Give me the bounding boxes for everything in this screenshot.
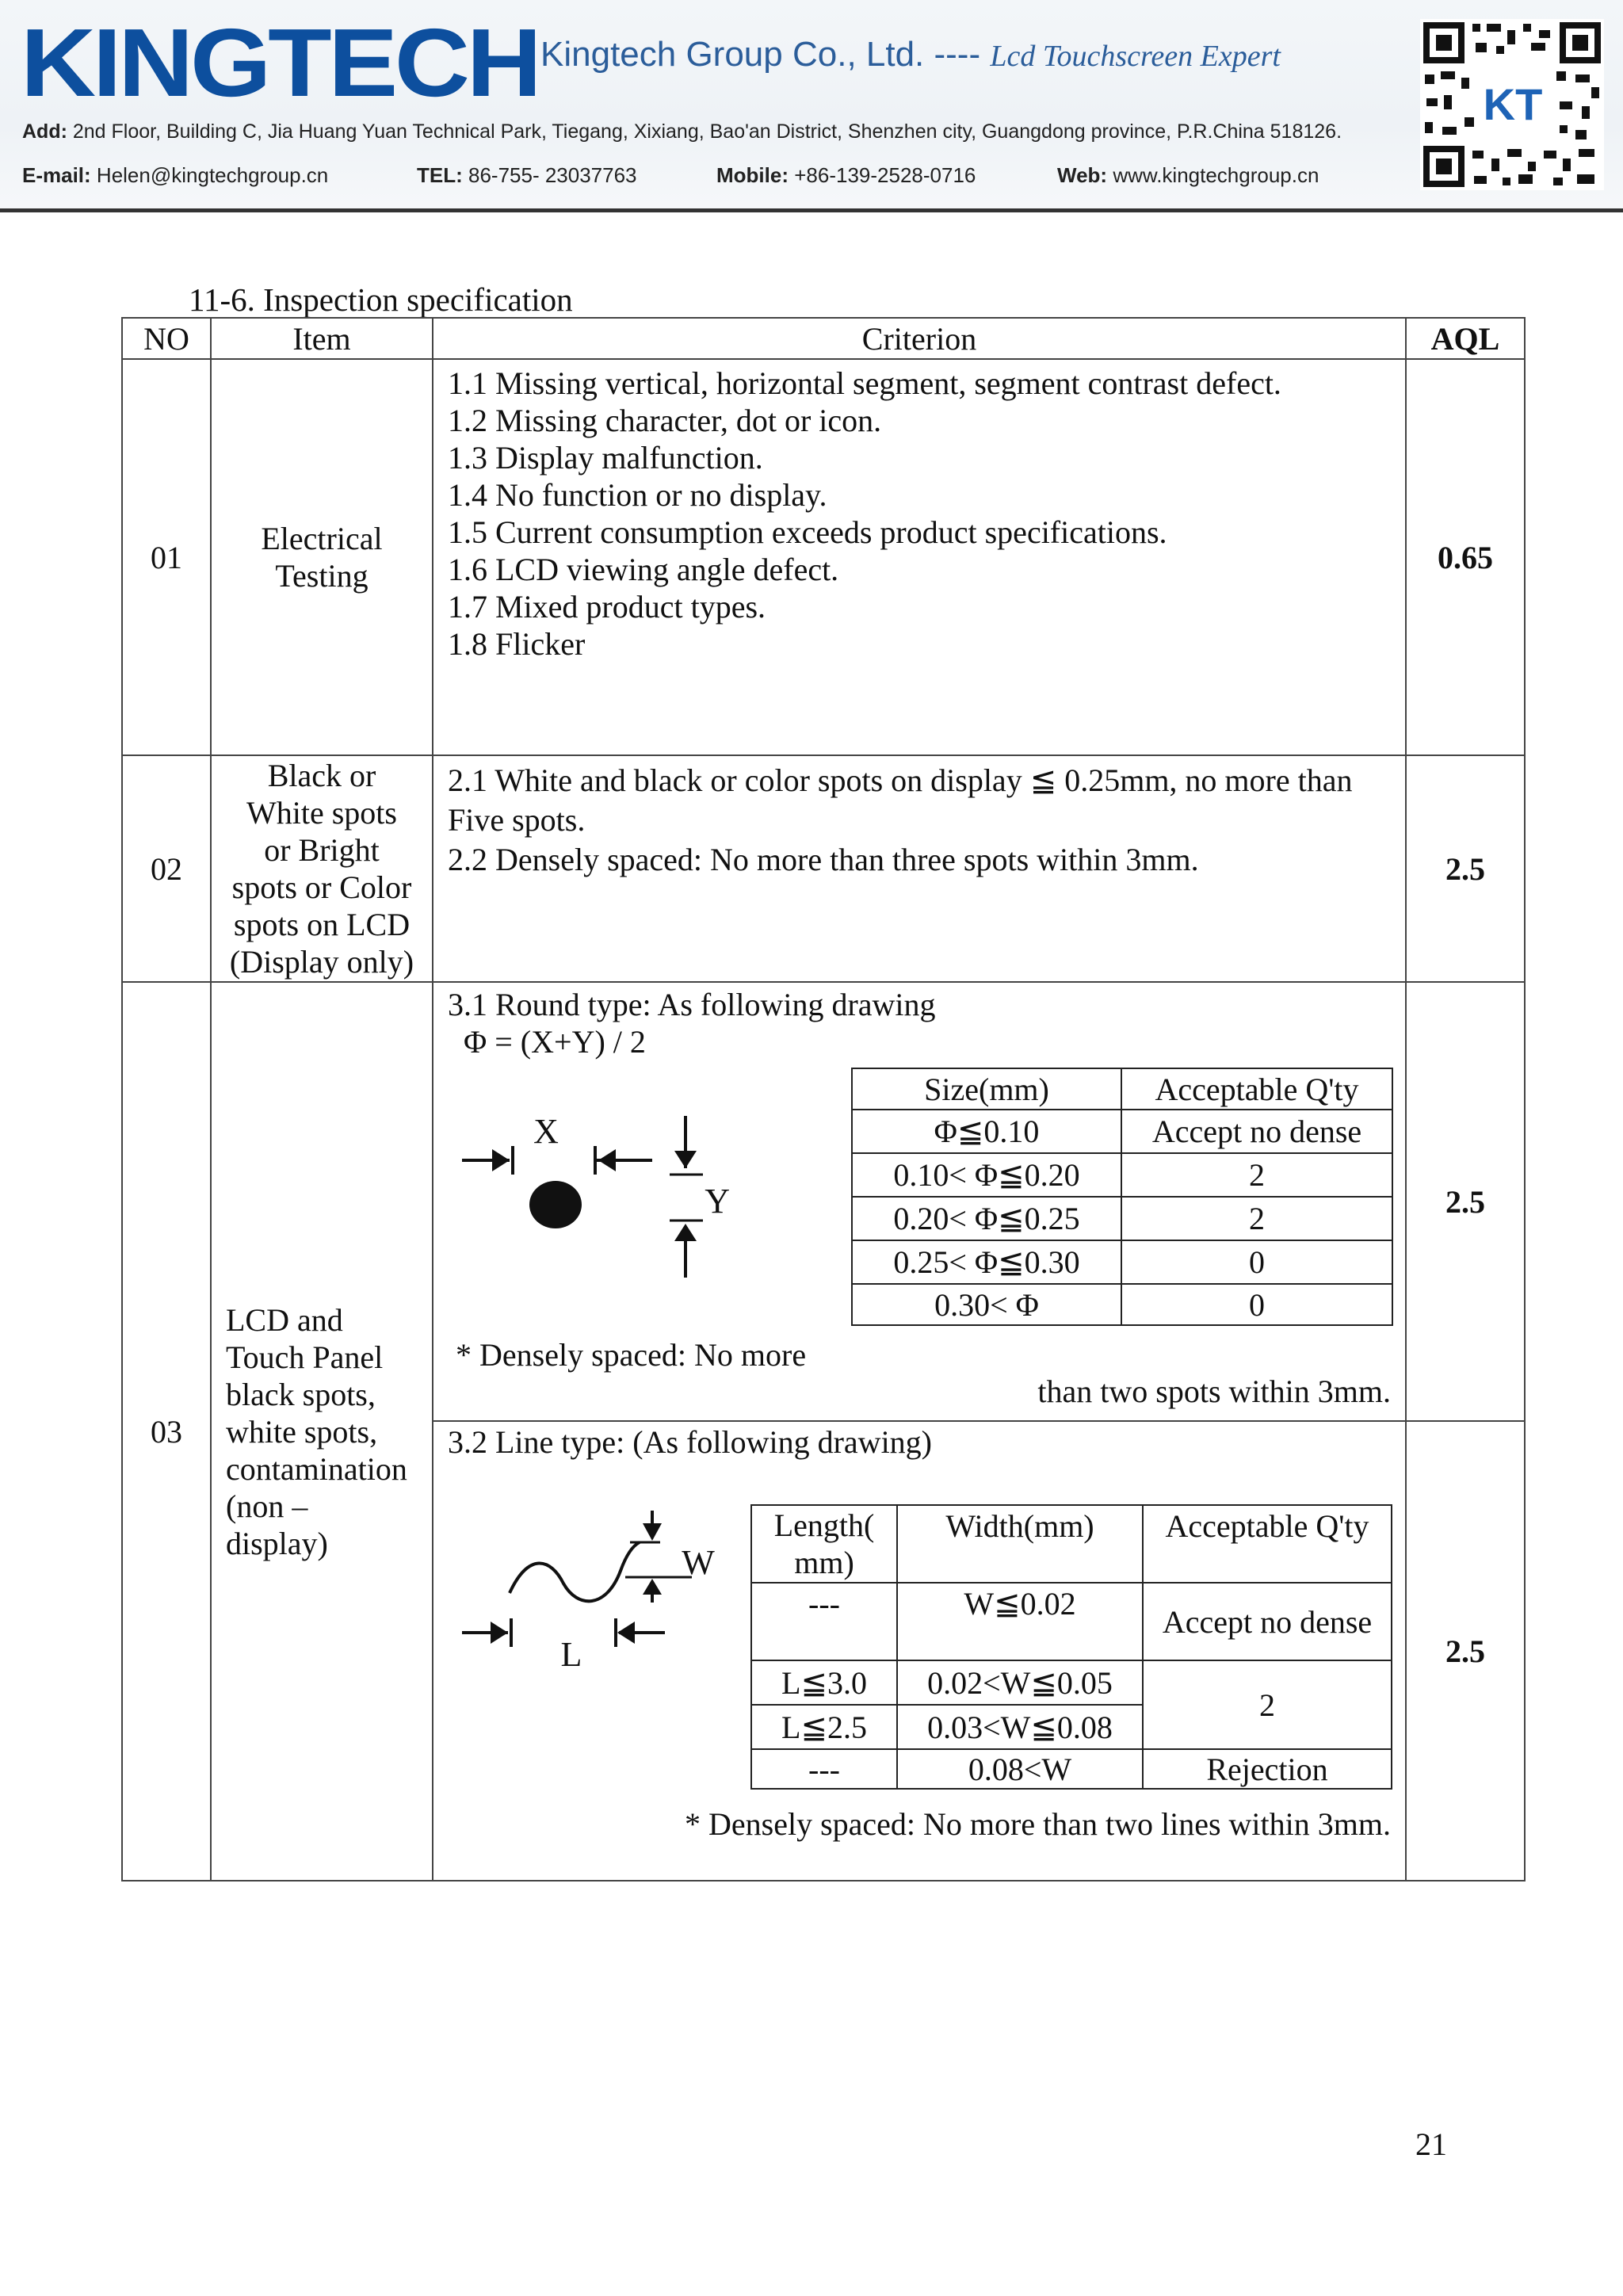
company-logo: KINGTECH: [21, 9, 539, 117]
row-aql: 2.5: [1406, 755, 1525, 982]
size-header: Size(mm): [852, 1068, 1121, 1110]
table-row: [122, 755, 1525, 982]
round-table-header: [852, 1068, 1392, 1110]
item-line: Testing: [275, 558, 369, 594]
size-cell: 0.20< Φ≦0.25: [852, 1197, 1121, 1240]
line-type-title: 3.2 Line type: (As following drawing): [448, 1424, 932, 1460]
page-number: 21: [1415, 2126, 1447, 2162]
svg-text:KT: KT: [1483, 79, 1543, 129]
length-header: Length( mm): [751, 1505, 897, 1583]
size-cell: 0.25< Φ≦0.30: [852, 1240, 1121, 1284]
round-density-note-cont: than two spots within 3mm.: [1037, 1373, 1391, 1409]
row-item: [211, 982, 433, 1881]
header-aql: AQL: [1406, 318, 1525, 359]
qty-cell: Accept no dense: [1121, 1110, 1392, 1153]
qty-cell: Rejection: [1143, 1749, 1392, 1789]
contact-mobile: [716, 163, 976, 188]
line-density-note: * Densely spaced: No more than two lines within 3mm.: [685, 1806, 1391, 1842]
item-line: Electrical: [261, 521, 383, 556]
qty-cell: 0: [1121, 1284, 1392, 1325]
criterion-line: 1.5 Current consumption exceeds product specifications.: [448, 514, 1167, 550]
svg-text:X: X: [533, 1112, 559, 1151]
company-address: [22, 120, 1342, 143]
item-line: spots or Color: [231, 869, 412, 905]
item-line: White spots: [246, 795, 397, 831]
width-header: Width(mm): [897, 1505, 1143, 1583]
qty-header: Acceptable Q'ty: [1143, 1505, 1392, 1583]
row-number: 03: [122, 982, 211, 1881]
line-table-header: [751, 1505, 1392, 1583]
row-criteria: [433, 359, 1406, 755]
round-density-note: * Densely spaced: No more: [456, 1337, 807, 1373]
line-size-table: [750, 1504, 1392, 1790]
row-item: [211, 755, 433, 982]
section-title: 11-6. Inspection specification: [189, 281, 573, 318]
criterion-line: 2.1 White and black or color spots on display ≦ 0.25mm, no more than: [448, 762, 1353, 798]
criterion-line: 1.1 Missing vertical, horizontal segment, segment contrast defect.: [448, 365, 1281, 401]
table-row: [852, 1240, 1392, 1284]
criterion-line: 1.2 Missing character, dot or icon.: [448, 403, 882, 438]
svg-text:Y: Y: [705, 1182, 730, 1221]
criterion-line: Five spots.: [448, 802, 586, 838]
qr-code-icon: [1420, 19, 1604, 190]
row-criteria: [433, 755, 1406, 982]
round-type-title: 3.1 Round type: As following drawing: [448, 987, 936, 1022]
width-cell: 0.02<W≦0.05: [897, 1660, 1143, 1705]
mobile-label: Mobile:: [716, 163, 789, 187]
criterion-line: 1.7 Mixed product types.: [448, 589, 766, 625]
item-line: (non –: [226, 1488, 308, 1524]
svg-text:W: W: [682, 1543, 715, 1582]
web-label: Web:: [1057, 163, 1108, 187]
line-aql: 2.5: [1406, 1421, 1525, 1881]
round-type-criteria: [433, 982, 1406, 1421]
row-number: 02: [122, 755, 211, 982]
item-line: black spots,: [226, 1376, 376, 1412]
item-line: contamination: [226, 1450, 407, 1487]
length-cell: ---: [751, 1583, 897, 1660]
company-name: Kingtech Group Co., Ltd. ----: [540, 35, 981, 74]
header-item: Item: [211, 318, 433, 359]
length-cell: L≦3.0: [751, 1660, 897, 1705]
inspection-spec-table: [121, 317, 1526, 1881]
table-row: [751, 1583, 1392, 1660]
qty-cell: Accept no dense: [1143, 1583, 1392, 1660]
email-value[interactable]: Helen@kingtechgroup.cn: [96, 163, 329, 187]
header-criterion: Criterion: [433, 318, 1406, 359]
table-row: [751, 1660, 1392, 1705]
table-row: [751, 1749, 1392, 1789]
line-defect-drawing: [462, 1511, 731, 1677]
contact-web: [1057, 163, 1319, 188]
web-value[interactable]: www.kingtechgroup.cn: [1113, 163, 1319, 187]
email-label: E-mail:: [22, 163, 91, 187]
criterion-line: 1.8 Flicker: [448, 626, 586, 662]
table-row: [852, 1110, 1392, 1153]
header-no: NO: [122, 318, 211, 359]
letterhead: [0, 0, 1623, 212]
length-cell: ---: [751, 1749, 897, 1789]
qty-cell: 2: [1121, 1153, 1392, 1197]
item-line: display): [226, 1525, 328, 1561]
address-label: Add:: [22, 120, 67, 143]
qty-header: Acceptable Q'ty: [1121, 1068, 1392, 1110]
size-cell: 0.30< Φ: [852, 1284, 1121, 1325]
tel-label: TEL:: [417, 163, 463, 187]
table-row: [122, 982, 1525, 1421]
item-line: LCD and: [226, 1301, 343, 1338]
item-line: or Bright: [264, 832, 380, 868]
row-item: [211, 359, 433, 755]
qty-cell: 2: [1143, 1660, 1392, 1749]
line-type-criteria: [433, 1421, 1406, 1881]
size-cell: Φ≦0.10: [852, 1110, 1121, 1153]
width-cell: 0.08<W: [897, 1749, 1143, 1789]
row-number: 01: [122, 359, 211, 755]
item-line: spots on LCD: [233, 907, 411, 942]
table-row: [852, 1284, 1392, 1325]
table-row: [122, 359, 1525, 755]
contact-tel: [417, 163, 637, 188]
item-line: white spots,: [226, 1413, 378, 1450]
width-cell: W≦0.02: [897, 1583, 1143, 1660]
qty-cell: 0: [1121, 1240, 1392, 1284]
table-row: [852, 1153, 1392, 1197]
address-text: 2nd Floor, Building C, Jia Huang Yuan Technical Park, Tiegang, Xixiang, Bao'an District, Shenzhen city, Guangdong province, P.R.China 518126.: [72, 120, 1342, 143]
item-line: Touch Panel: [226, 1339, 384, 1375]
row-aql: 0.65: [1406, 359, 1525, 755]
qty-cell: 2: [1121, 1197, 1392, 1240]
size-cell: 0.10< Φ≦0.20: [852, 1153, 1121, 1197]
item-line: (Display only): [229, 944, 414, 980]
width-cell: 0.03<W≦0.08: [897, 1705, 1143, 1749]
mobile-value: +86-139-2528-0716: [794, 163, 976, 187]
svg-text:L: L: [560, 1635, 582, 1674]
length-cell: L≦2.5: [751, 1705, 897, 1749]
table-row: [852, 1197, 1392, 1240]
company-line: [540, 35, 1281, 74]
criterion-line: 2.2 Densely spaced: No more than three spots within 3mm.: [448, 842, 1199, 877]
criterion-line: 1.4 No function or no display.: [448, 477, 827, 513]
company-slogan: Lcd Touchscreen Expert: [990, 40, 1281, 73]
round-defect-drawing: [462, 1110, 731, 1292]
item-line: Black or: [267, 758, 376, 793]
round-size-table: [851, 1068, 1393, 1326]
round-aql: 2.5: [1406, 982, 1525, 1421]
criterion-line: 1.3 Display malfunction.: [448, 440, 763, 476]
tel-value: 86-755- 23037763: [468, 163, 637, 187]
round-type-formula: Φ = (X+Y) / 2: [464, 1024, 646, 1060]
criterion-line: 1.6 LCD viewing angle defect.: [448, 552, 839, 587]
contact-email: [22, 163, 328, 188]
table-header-row: [122, 318, 1525, 359]
